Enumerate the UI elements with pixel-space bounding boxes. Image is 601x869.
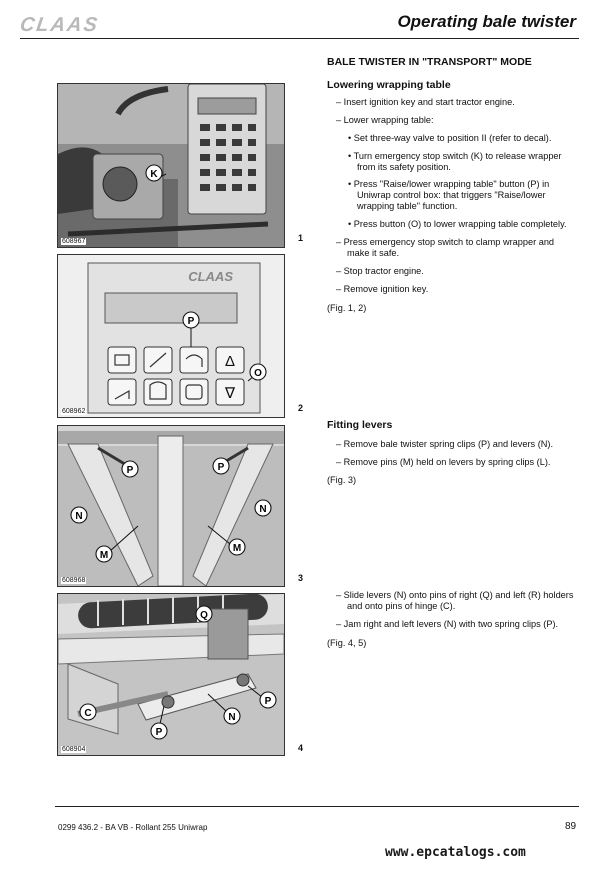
step-item: – Remove pins (M) held on levers by spring clips (L). [336, 457, 551, 468]
figure-4-number: 4 [298, 743, 304, 753]
callout-q-label: Q [200, 610, 208, 621]
figure-reference: (Fig. 1, 2) [327, 302, 367, 313]
svg-text:∇: ∇ [224, 385, 236, 402]
callout-p-right-label: P [264, 696, 272, 707]
document-id: 0299 436.2 - BA VB - Rollant 255 Uniwrap [58, 823, 208, 832]
figure-2-number: 2 [298, 403, 304, 413]
figure-1 [57, 83, 285, 248]
step-item: – Press emergency stop switch to clamp wrapper and make it safe. [336, 236, 555, 259]
step-item: • Press "Raise/lower wrapping table" button (P) in Uniwrap control box: that triggers "Raise/lower wrapping table" function. [348, 179, 550, 212]
svg-text:Δ: Δ [224, 353, 236, 370]
figure-3-number: 3 [298, 573, 304, 583]
step-item: • Set three-way valve to position II (refer to decal). [348, 133, 552, 144]
figure-2-photo [58, 255, 284, 417]
callout-m-right-label: M [232, 543, 242, 554]
figure-1-number: 1 [298, 233, 304, 243]
figure-3-code: 608968 [62, 577, 86, 584]
header-rule [20, 38, 579, 39]
step-item: – Remove bale twister spring clips (P) and levers (N). [336, 439, 554, 449]
callout-o-label: O [254, 368, 262, 379]
figure-2-code: 608962 [62, 408, 86, 415]
step-item: • Turn emergency stop switch (K) to release wrapper from its safety position. [348, 150, 562, 172]
callout-n-right-label: N [259, 504, 267, 515]
step-item: – Stop tractor engine. [336, 266, 424, 277]
claas-logo: CLAAS [18, 14, 101, 36]
section-title: BALE TWISTER IN "TRANSPORT" MODE [327, 56, 532, 68]
step-item: – Jam right and left levers (N) with two spring clips (P). [336, 619, 559, 630]
lowering-heading: Lowering wrapping table [327, 79, 451, 91]
callout-n-label: N [228, 712, 236, 723]
callout-p-bottom-label: P [155, 727, 163, 738]
page-number: 89 [565, 821, 577, 832]
figure-4-photo [58, 594, 284, 755]
panel-logo: CLAAS [188, 269, 233, 284]
step-item: – Lower wrapping table: [336, 115, 434, 126]
fitting-steps [327, 439, 577, 487]
watermark: www.epcatalogs.com [385, 845, 526, 860]
step-item: – Slide levers (N) onto pins of right (Q) and left (R) holders and onto pins of hinge (C). [336, 590, 574, 612]
page-title: Operating bale twister [397, 12, 576, 31]
callout-m-left-label: M [99, 550, 109, 561]
callout-p-left-label: P [126, 465, 134, 476]
callout-c-label: C [84, 708, 92, 719]
callout-k-label: K [150, 169, 158, 180]
figure-3 [57, 425, 285, 587]
footer-rule [55, 806, 579, 807]
figure-1-photo [58, 84, 284, 247]
figure-3-photo [58, 426, 284, 586]
step-item: – Insert ignition key and start tractor engine. [336, 97, 515, 107]
figure-2 [57, 254, 285, 418]
fitting-heading: Fitting levers [327, 419, 393, 431]
sliding-steps [327, 590, 577, 649]
step-item: – Remove ignition key. [336, 284, 429, 295]
callout-p-label: P [187, 316, 195, 327]
figure-1-code: 608967 [62, 238, 86, 245]
figure-reference: (Fig. 3) [327, 475, 357, 486]
lowering-steps [327, 97, 577, 314]
figure-reference: (Fig. 4, 5) [327, 637, 367, 648]
step-item: • Press button (O) to lower wrapping table completely. [348, 218, 567, 229]
callout-n-left-label: N [75, 511, 83, 522]
figure-4-code: 608904 [62, 746, 86, 753]
figure-4 [57, 593, 285, 756]
callout-p-right-label: P [217, 462, 225, 473]
